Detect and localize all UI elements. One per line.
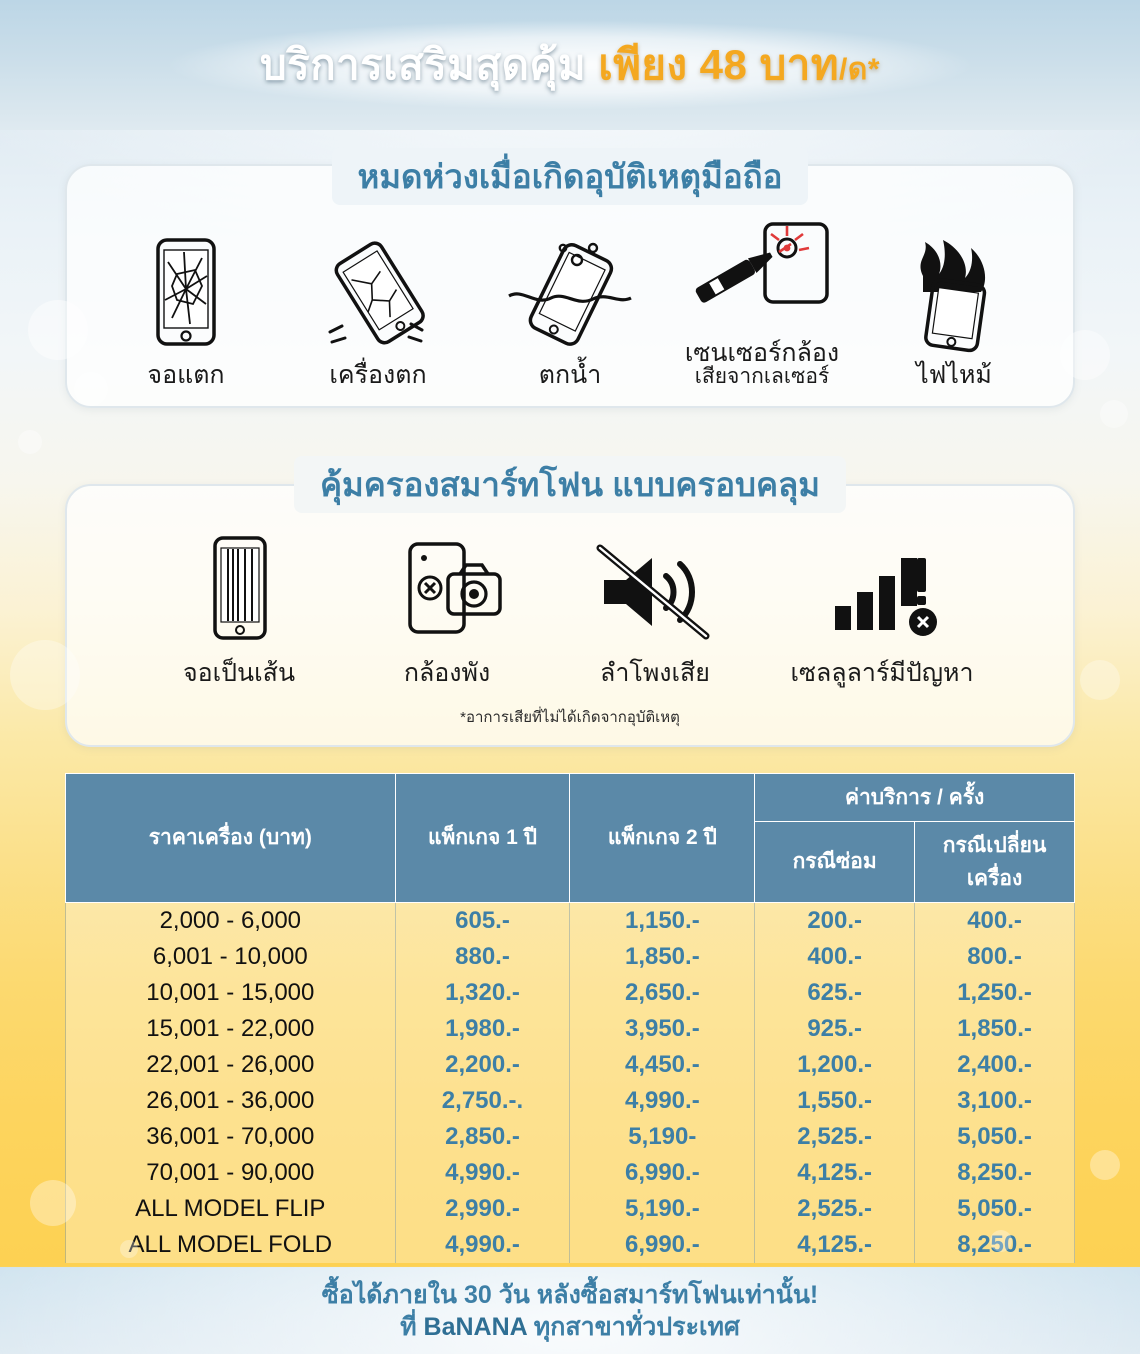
coverage-item-cellular — [772, 532, 992, 686]
table-row — [66, 902, 1075, 939]
cell-range: 15,001 - 22,000 — [66, 1011, 396, 1047]
accident-item-dropped-phone — [287, 234, 469, 388]
cell-repair: 2,525.- — [755, 1119, 915, 1155]
cell-range: 36,001 - 70,000 — [66, 1119, 396, 1155]
dropped-phone-icon — [318, 234, 438, 354]
muted-speaker-icon — [590, 532, 720, 652]
cell-range: 26,001 - 36,000 — [66, 1083, 396, 1119]
bokeh-dot — [1080, 660, 1120, 700]
bokeh-dot — [1090, 1150, 1120, 1180]
price-table-head — [66, 773, 1075, 902]
th-device-price: ราคาเครื่อง (บาท) — [66, 773, 396, 902]
cell-package-2y: 1,150.- — [570, 902, 755, 939]
cell-package-1y: 4,990.- — [395, 1155, 570, 1191]
accident-item-label: ไฟไหม้ — [916, 361, 992, 390]
broken-camera-icon — [382, 532, 512, 652]
screen-line-defect-icon — [199, 532, 279, 652]
coverage-item-label: ลำโพงเสีย — [600, 659, 710, 688]
cell-range: 22,001 - 26,000 — [66, 1047, 396, 1083]
cell-package-2y: 6,990.- — [570, 1155, 755, 1191]
th-service-fee: ค่าบริการ / ครั้ง — [755, 773, 1075, 821]
th-replace-case: กรณีเปลี่ยนเครื่อง — [915, 821, 1075, 902]
table-row — [66, 1155, 1075, 1191]
cell-replace: 5,050.- — [915, 1119, 1075, 1155]
coverage-item-label: กล้องพัง — [403, 659, 491, 688]
coverage-note: *อาการเสียที่ไม่ได้เกิดจากอุบัติเหตุ — [460, 708, 680, 726]
footer-line-2 — [0, 1311, 1140, 1344]
cell-repair: 1,200.- — [755, 1047, 915, 1083]
page-title — [260, 32, 880, 98]
accident-item-cracked-screen — [95, 234, 277, 388]
footer-line-2-post: ทุกสาขาทั่วประเทศ — [526, 1313, 740, 1342]
laser-camera-sensor-icon — [687, 212, 837, 332]
cellular-signal-error-icon — [817, 532, 947, 652]
accident-section-title: หมดห่วงเมื่อเกิดอุบัติเหตุมือถือ — [332, 148, 809, 205]
cell-package-1y: 2,990.- — [395, 1191, 570, 1227]
coverage-item-speaker — [564, 532, 746, 686]
cell-range: 10,001 - 15,000 — [66, 975, 396, 1011]
page-title-accent-suffix: /ด* — [839, 53, 881, 86]
cell-repair: 200.- — [755, 902, 915, 939]
coverage-section-title: คุ้มครองสมาร์ทโฟน แบบครอบคลุม — [294, 456, 846, 513]
price-table-body — [66, 902, 1075, 1263]
cell-package-2y: 4,990.- — [570, 1083, 755, 1119]
coverage-item-screen-lines — [148, 532, 330, 686]
th-repair-case: กรณีซ่อม — [755, 821, 915, 902]
cell-package-1y: 2,750.-. — [395, 1083, 570, 1119]
table-row — [66, 1083, 1075, 1119]
bokeh-dot — [1100, 400, 1128, 428]
page-header — [0, 0, 1140, 130]
bokeh-dot — [18, 430, 42, 454]
burning-phone-icon — [899, 234, 1009, 354]
accident-item-label: เซนเซอร์กล้อง เสียจากเลเซอร์ — [684, 339, 840, 389]
coverage-icon-row — [67, 486, 1073, 704]
cell-range: 6,001 - 10,000 — [66, 939, 396, 975]
table-row — [66, 1191, 1075, 1227]
footer-line-1: ซื้อได้ภายใน 30 วัน หลังซื้อสมาร์ทโฟนเท่านั้น! — [321, 1280, 819, 1309]
cell-replace: 800.- — [915, 939, 1075, 975]
cell-replace: 1,250.- — [915, 975, 1075, 1011]
cell-replace: 1,850.- — [915, 1011, 1075, 1047]
brand-name: BaNANA — [423, 1313, 527, 1342]
cell-repair: 4,125.- — [755, 1227, 915, 1263]
cell-package-2y: 2,650.- — [570, 975, 755, 1011]
cell-replace: 3,100.- — [915, 1083, 1075, 1119]
accident-item-label: จอแตก — [147, 361, 225, 390]
th-package-2y: แพ็กเกจ 2 ปี — [570, 773, 755, 902]
cell-repair: 1,550.- — [755, 1083, 915, 1119]
th-package-1y: แพ็กเกจ 1 ปี — [395, 773, 570, 902]
cell-package-2y: 6,990.- — [570, 1227, 755, 1263]
cell-package-2y: 1,850.- — [570, 939, 755, 975]
coverage-card — [65, 484, 1075, 746]
cell-package-2y: 5,190.- — [570, 1191, 755, 1227]
cell-range: 70,001 - 90,000 — [66, 1155, 396, 1191]
cell-package-1y: 880.- — [395, 939, 570, 975]
coverage-item-label: เซลลูลาร์มีปัญหา — [790, 659, 974, 688]
cell-repair: 400.- — [755, 939, 915, 975]
page-title-accent: เพียง 48 บาท — [598, 41, 840, 88]
accident-item-label-line2: เสียจากเลเซอร์ — [694, 365, 830, 389]
table-row — [66, 1119, 1075, 1155]
cell-package-2y: 4,450.- — [570, 1047, 755, 1083]
table-row — [66, 975, 1075, 1011]
water-damage-icon — [505, 234, 635, 354]
accident-item-label: ตกน้ำ — [538, 361, 602, 390]
footer-note — [0, 1263, 1140, 1354]
cell-repair: 4,125.- — [755, 1155, 915, 1191]
table-header-row — [66, 773, 1075, 821]
price-table-wrap — [65, 773, 1075, 1263]
coverage-item-label: จอเป็นเส้น — [182, 659, 296, 688]
price-table — [65, 773, 1075, 1263]
cracked-screen-icon — [144, 234, 228, 354]
cell-package-1y: 2,850.- — [395, 1119, 570, 1155]
table-row — [66, 939, 1075, 975]
cell-package-1y: 1,320.- — [395, 975, 570, 1011]
cell-repair: 925.- — [755, 1011, 915, 1047]
cell-package-1y: 4,990.- — [395, 1227, 570, 1263]
cell-replace: 8,250.- — [915, 1227, 1075, 1263]
cell-package-1y: 1,980.- — [395, 1011, 570, 1047]
cell-repair: 625.- — [755, 975, 915, 1011]
cell-package-1y: 2,200.- — [395, 1047, 570, 1083]
footer-line-2-pre: ที่ — [400, 1313, 424, 1342]
accident-item-laser-sensor — [671, 212, 853, 388]
accident-item-water-damage — [479, 234, 661, 388]
coverage-item-broken-camera — [356, 532, 538, 686]
cell-range: ALL MODEL FLIP — [66, 1191, 396, 1227]
cell-package-1y: 605.- — [395, 902, 570, 939]
cell-package-2y: 3,950.- — [570, 1011, 755, 1047]
table-row — [66, 1047, 1075, 1083]
cell-package-2y: 5,190- — [570, 1119, 755, 1155]
page-title-main: บริการเสริมสุดคุ้ม — [259, 41, 587, 88]
cell-repair: 2,525.- — [755, 1191, 915, 1227]
table-row — [66, 1227, 1075, 1263]
cell-replace: 5,050.- — [915, 1191, 1075, 1227]
table-row — [66, 1011, 1075, 1047]
cell-range: ALL MODEL FOLD — [66, 1227, 396, 1263]
cell-replace: 8,250.- — [915, 1155, 1075, 1191]
cell-range: 2,000 - 6,000 — [66, 902, 396, 939]
accident-item-label: เครื่องตก — [329, 361, 427, 390]
cell-replace: 2,400.- — [915, 1047, 1075, 1083]
cell-replace: 400.- — [915, 902, 1075, 939]
accident-item-fire — [863, 234, 1045, 388]
